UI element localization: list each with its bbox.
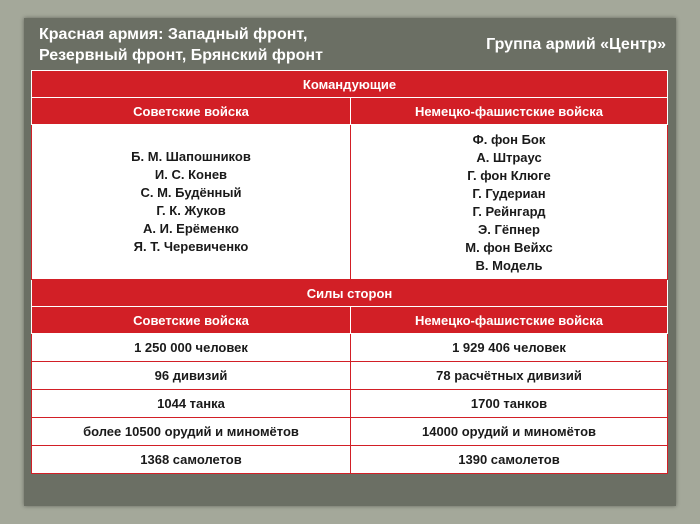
soviet-force-cell: 1368 самолетов xyxy=(140,452,242,467)
commander-name: Г. К. Жуков xyxy=(156,203,226,218)
german-force-cell: 1390 самолетов xyxy=(458,452,560,467)
commander-name: Г. Рейнгард xyxy=(472,204,546,219)
commanders-col-soviet: Советские войска xyxy=(133,103,249,119)
commander-name: В. Модель xyxy=(475,258,543,273)
commander-name: А. И. Ерёменко xyxy=(143,221,239,236)
commander-name: И. С. Конев xyxy=(154,167,228,182)
soviet-force-cell: 96 дивизий xyxy=(154,368,228,383)
german-force-cell: 1700 танков xyxy=(470,396,548,411)
soviet-commanders-list xyxy=(32,125,350,279)
forces-col-soviet: Советские войска xyxy=(133,312,249,328)
commander-name: А. Штраус xyxy=(476,150,542,165)
table-row xyxy=(32,446,668,474)
german-force-cell: 14000 орудий и миномётов xyxy=(421,424,597,439)
table-row xyxy=(32,390,668,418)
soviet-force-cell: более 10500 орудий и миномётов xyxy=(83,424,299,439)
comparison-table xyxy=(31,70,668,474)
table-row xyxy=(32,334,668,362)
forces-col-german: Немецко-фашистские войска xyxy=(414,312,604,328)
commander-name: Г. фон Клюге xyxy=(467,168,551,183)
commanders-title: Командующие xyxy=(302,76,397,92)
commanders-title-row xyxy=(32,71,668,98)
commanders-names-row xyxy=(32,125,668,280)
commander-name: Б. М. Шапошников xyxy=(131,149,251,164)
commander-name: М. фон Вейхс xyxy=(465,240,553,255)
german-commanders-list xyxy=(351,125,667,279)
soviet-force-cell: 1044 танка xyxy=(157,396,225,411)
german-force-cell: 1 929 406 человек xyxy=(452,340,566,355)
commander-name: Я. Т. Черевиченко xyxy=(133,239,249,254)
commander-name: Э. Гёпнер xyxy=(478,222,540,237)
forces-header-row xyxy=(32,307,668,334)
german-force-cell: 78 расчётных дивизий xyxy=(436,368,582,383)
soviet-side-title: Красная армия: Западный фронт, Резервный фронт, Брянский фронт xyxy=(39,26,323,64)
commander-name: Ф. фон Бок xyxy=(472,132,546,147)
forces-title: Силы сторон xyxy=(306,285,393,301)
table-row xyxy=(32,362,668,390)
commanders-header-row xyxy=(32,98,668,125)
german-side-title: Группа армий «Центр» xyxy=(486,36,666,53)
commander-name: С. М. Будённый xyxy=(140,185,242,200)
forces-title-row xyxy=(32,280,668,307)
table-row xyxy=(32,418,668,446)
commander-name: Г. Гудериан xyxy=(472,186,546,201)
commanders-col-german: Немецко-фашистские войска xyxy=(414,103,604,119)
slide-header xyxy=(24,18,676,70)
soviet-force-cell: 1 250 000 человек xyxy=(134,340,248,355)
